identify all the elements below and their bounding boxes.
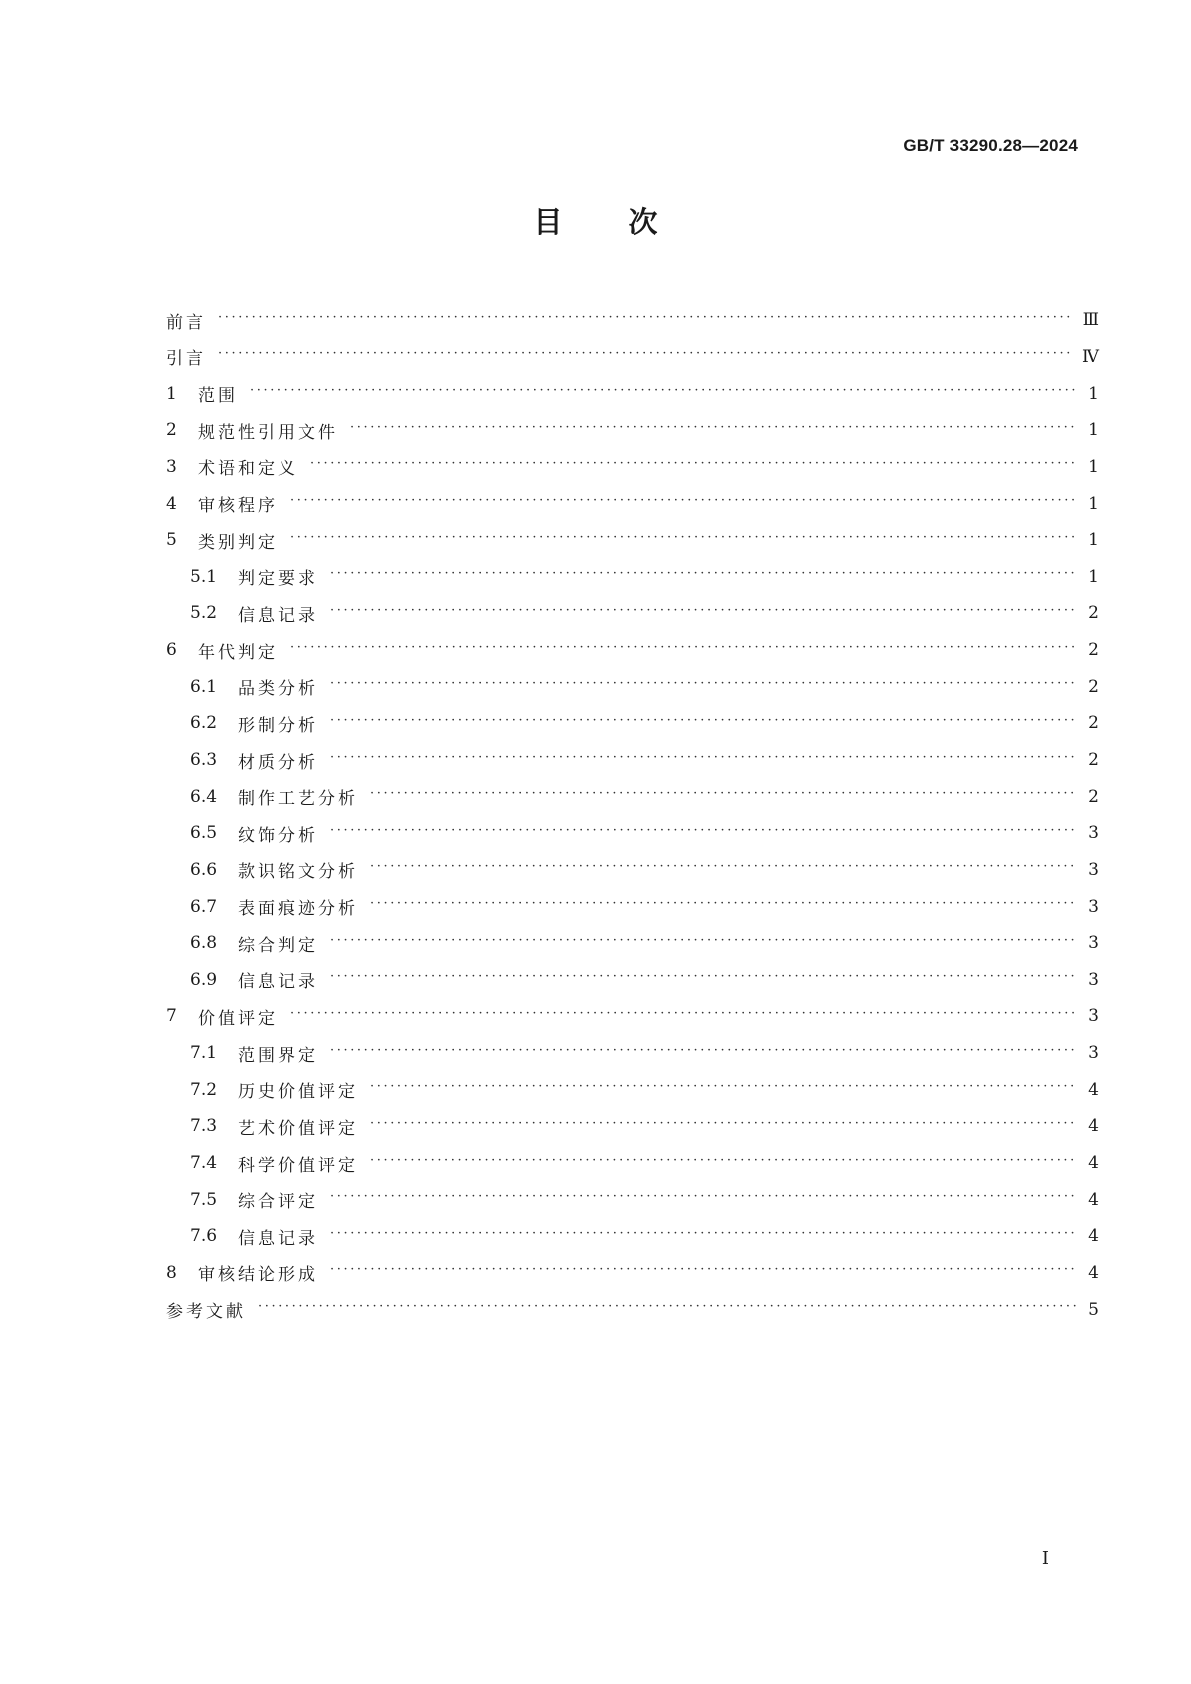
standard-code: GB/T 33290.28—2024 [903, 136, 1078, 155]
toc-entry-number: 6.8 [190, 933, 218, 954]
toc-entry-number: 3 [166, 456, 177, 477]
toc-entry-number: 7.5 [190, 1189, 218, 1210]
toc-entry[interactable] [166, 815, 1099, 852]
toc-entry-page: 1 [1088, 420, 1099, 441]
toc-entry-label: 制作工艺分析 [238, 789, 358, 810]
toc-entry[interactable] [166, 925, 1099, 962]
toc-entry-page: 4 [1088, 1116, 1099, 1137]
toc-entry-page: 4 [1088, 1079, 1099, 1100]
toc-entry[interactable] [166, 778, 1099, 815]
toc-entry-page: 2 [1088, 603, 1099, 624]
toc-entry-label: 范围界定 [238, 1045, 318, 1066]
toc-entry-page: 4 [1088, 1153, 1099, 1174]
toc-entry-label: 信息记录 [238, 605, 318, 626]
toc-entry-label: 科学价值评定 [238, 1155, 358, 1176]
toc-leader-dots [330, 751, 1077, 764]
toc-leader-dots [218, 347, 1072, 360]
toc-leader-dots [250, 384, 1077, 397]
toc-entry[interactable] [166, 742, 1099, 779]
toc-entry-label: 类别判定 [198, 532, 278, 553]
toc-entry-page: 1 [1088, 530, 1099, 551]
toc-entry[interactable] [166, 558, 1099, 595]
toc-entry-page: 3 [1088, 969, 1099, 990]
toc-entry-number: 7.3 [190, 1116, 218, 1137]
toc-leader-dots [330, 934, 1077, 947]
toc-entry[interactable] [166, 375, 1099, 412]
toc-entry[interactable] [166, 1145, 1099, 1182]
toc-entry-label: 信息记录 [238, 972, 318, 993]
toc-leader-dots [370, 787, 1077, 800]
toc-entry-label: 参考文献 [166, 1302, 246, 1323]
toc-leader-dots [370, 1080, 1077, 1093]
toc-leader-dots [330, 1044, 1077, 1057]
toc-entry-label: 年代判定 [198, 642, 278, 663]
toc-entry-page: 2 [1088, 640, 1099, 661]
toc-entry[interactable] [166, 632, 1099, 669]
toc-entry-label: 历史价值评定 [238, 1082, 358, 1103]
toc-entry[interactable] [166, 998, 1099, 1035]
toc-entry-number: 8 [166, 1262, 177, 1283]
toc-entry[interactable] [166, 1108, 1099, 1145]
toc-leader-dots [370, 860, 1077, 873]
toc-entry-label: 规范性引用文件 [198, 422, 338, 443]
toc-entry-label: 材质分析 [238, 752, 318, 773]
toc-leader-dots [290, 641, 1077, 654]
toc-entry-label: 范围 [198, 386, 238, 407]
toc-entry-page: 4 [1088, 1226, 1099, 1247]
toc-entry-label: 综合评定 [238, 1192, 318, 1213]
toc-entry-number: 6.7 [190, 896, 218, 917]
toc-leader-dots [258, 1300, 1077, 1313]
toc-entry[interactable] [166, 1035, 1099, 1072]
toc-entry[interactable] [166, 1291, 1099, 1328]
toc-entry-number: 5.2 [190, 603, 218, 624]
toc-leader-dots [330, 1190, 1077, 1203]
toc-entry-label: 品类分析 [238, 679, 318, 700]
toc-leader-dots [290, 1007, 1077, 1020]
toc-entry[interactable] [166, 705, 1099, 742]
toc-entry-label: 艺术价值评定 [238, 1118, 358, 1139]
toc-entry[interactable] [166, 1181, 1099, 1218]
toc-entry[interactable] [166, 302, 1099, 339]
toc-entry-page: 2 [1088, 676, 1099, 697]
toc-entry-page: 3 [1088, 1006, 1099, 1027]
toc-entry-page: 2 [1088, 750, 1099, 770]
table-of-contents [166, 302, 1099, 1328]
toc-entry[interactable] [166, 668, 1099, 705]
toc-entry[interactable] [166, 852, 1099, 889]
toc-entry-number: 6.6 [190, 859, 218, 880]
toc-leader-dots [290, 531, 1077, 544]
toc-entry-number: 5 [166, 530, 177, 551]
toc-entry-number: 6.3 [190, 750, 218, 770]
toc-entry-page: 1 [1088, 383, 1099, 404]
toc-entry-number: 7.2 [190, 1079, 218, 1100]
toc-entry-page: 4 [1088, 1189, 1099, 1210]
toc-entry-label: 纹饰分析 [238, 825, 318, 846]
toc-leader-dots [370, 897, 1077, 910]
toc-entry-label: 表面痕迹分析 [238, 899, 358, 920]
toc-leader-dots [330, 1263, 1077, 1276]
toc-entry-page: 3 [1088, 823, 1099, 844]
toc-entry-number: 7 [166, 1006, 177, 1027]
toc-entry-number: 2 [166, 420, 177, 441]
toc-entry-number: 6.4 [190, 786, 218, 807]
toc-entry-number: 7.6 [190, 1226, 218, 1247]
toc-entry-page: 1 [1088, 493, 1099, 514]
toc-entry-page: 2 [1088, 786, 1099, 807]
toc-entry-number: 1 [166, 383, 177, 404]
toc-entry-number: 6 [166, 640, 177, 661]
toc-entry-page: Ⅳ [1082, 346, 1099, 367]
toc-leader-dots [370, 1154, 1077, 1167]
toc-entry-label: 款识铭文分析 [238, 862, 358, 883]
toc-leader-dots [330, 1227, 1077, 1240]
toc-entry-number: 6.1 [190, 676, 218, 697]
toc-entry-page: 1 [1088, 566, 1099, 587]
toc-entry[interactable] [166, 485, 1099, 522]
toc-leader-dots [218, 311, 1073, 324]
toc-entry[interactable] [166, 339, 1099, 376]
toc-entry[interactable] [166, 888, 1099, 925]
toc-entry-label: 术语和定义 [198, 459, 298, 480]
toc-entry-page: 3 [1088, 896, 1099, 917]
toc-entry-number: 4 [166, 493, 177, 514]
toc-entry-number: 6.5 [190, 823, 218, 844]
toc-entry-label: 形制分析 [238, 715, 318, 736]
toc-leader-dots [330, 714, 1077, 727]
toc-entry-number: 6.9 [190, 969, 218, 990]
page-title: 目次 [533, 205, 724, 239]
toc-entry-label: 综合判定 [238, 935, 318, 956]
toc-entry-page: 4 [1088, 1262, 1099, 1283]
toc-entry-label: 信息记录 [238, 1228, 318, 1249]
toc-entry-page: 3 [1088, 933, 1099, 954]
toc-entry-number: 6.2 [190, 713, 218, 734]
toc-entry-label: 判定要求 [238, 569, 318, 590]
toc-leader-dots [330, 677, 1077, 690]
toc-entry[interactable] [166, 1255, 1099, 1292]
footer-page-number: I [1041, 1548, 1049, 1569]
toc-entry-label: 审核程序 [198, 496, 278, 517]
toc-entry-page: 1 [1088, 456, 1099, 477]
toc-entry-page: Ⅲ [1082, 310, 1099, 331]
toc-entry-page: 3 [1088, 859, 1099, 880]
toc-entry-number: 7.1 [190, 1043, 218, 1064]
toc-leader-dots [330, 567, 1077, 580]
toc-entry[interactable] [166, 522, 1099, 559]
toc-leader-dots [330, 604, 1077, 617]
toc-entry[interactable] [166, 412, 1099, 449]
toc-entry-label: 价值评定 [198, 1008, 278, 1029]
toc-entry[interactable] [166, 449, 1099, 486]
toc-leader-dots [330, 824, 1077, 837]
toc-entry[interactable] [166, 595, 1099, 632]
toc-leader-dots [370, 1117, 1077, 1130]
toc-entry-page: 5 [1088, 1299, 1099, 1320]
toc-leader-dots [350, 421, 1077, 434]
toc-leader-dots [310, 457, 1077, 470]
toc-entry-page: 3 [1088, 1043, 1099, 1064]
toc-entry[interactable] [166, 1218, 1099, 1255]
toc-entry-number: 7.4 [190, 1153, 218, 1174]
toc-leader-dots [290, 494, 1077, 507]
toc-entry-number: 5.1 [190, 566, 218, 587]
toc-entry-label: 引言 [166, 349, 206, 370]
toc-entry[interactable] [166, 1071, 1099, 1108]
toc-entry[interactable] [166, 962, 1099, 999]
toc-entry-page: 2 [1088, 713, 1099, 734]
toc-entry-label: 审核结论形成 [198, 1265, 318, 1286]
toc-entry-label: 前言 [166, 312, 206, 333]
toc-leader-dots [330, 970, 1077, 983]
